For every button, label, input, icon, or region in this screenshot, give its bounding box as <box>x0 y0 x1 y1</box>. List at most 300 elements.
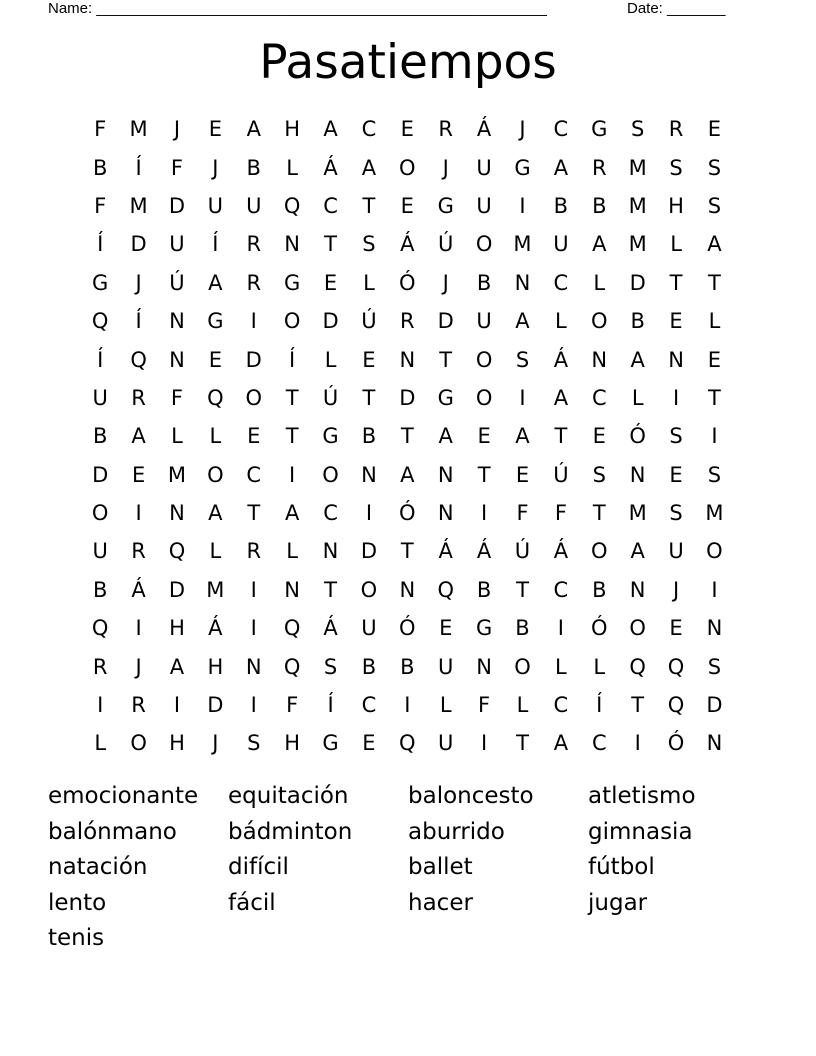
word-list <box>48 779 768 957</box>
grid-letter: T <box>362 385 376 410</box>
grid-letter: Q <box>130 347 147 372</box>
grid-letter: Ú <box>361 309 377 334</box>
grid-row <box>81 686 735 724</box>
grid-letter: N <box>322 539 339 564</box>
grid-letter: C <box>361 117 377 142</box>
grid-letter: Í <box>596 693 603 718</box>
grid-letter: L <box>439 693 452 718</box>
grid-letter: Q <box>667 693 685 718</box>
grid-letter: Q <box>283 193 301 218</box>
grid-letter: I <box>135 501 142 526</box>
grid-letter: I <box>173 693 181 718</box>
grid-letter: A <box>169 654 185 679</box>
grid-letter: R <box>131 693 146 718</box>
grid-letter: Á <box>476 117 492 142</box>
grid-row <box>81 148 735 186</box>
grid-letter: Í <box>212 232 219 257</box>
grid-letter: R <box>400 309 415 334</box>
grid-letter: B <box>92 424 108 449</box>
grid-letter: B <box>361 424 377 449</box>
grid-letter: N <box>476 654 492 679</box>
grid-letter: L <box>363 270 375 295</box>
grid-letter: R <box>131 385 146 410</box>
grid-letter: E <box>707 117 722 142</box>
grid-letter: S <box>592 462 606 487</box>
word-list-item: emocionante <box>48 783 199 809</box>
grid-letter: A <box>284 501 300 526</box>
word-list-item: hacer <box>408 889 473 916</box>
grid-letter: M <box>129 117 148 142</box>
grid-letter: Í <box>97 347 104 372</box>
grid-letter: C <box>323 501 338 526</box>
grid-letter: N <box>629 577 646 602</box>
grid-letter: B <box>361 654 377 679</box>
grid-letter: Ú <box>438 232 454 257</box>
grid-letter: S <box>707 462 722 487</box>
grid-row <box>81 532 735 570</box>
header-line <box>48 0 748 20</box>
grid-letter: D <box>245 347 262 372</box>
grid-letter: C <box>246 462 262 487</box>
grid-letter: B <box>92 577 108 602</box>
grid-letter: B <box>476 577 492 602</box>
grid-letter: Q <box>168 539 186 564</box>
grid-letter: T <box>708 385 721 410</box>
grid-letter: A <box>515 424 530 449</box>
word-list-item: fácil <box>228 889 276 916</box>
grid-letter: F <box>516 501 529 526</box>
grid-letter: U <box>668 539 684 564</box>
grid-letter: E <box>515 462 530 487</box>
grid-letter: L <box>286 155 298 180</box>
grid-letter: N <box>169 501 185 526</box>
date-field: Date: _______ <box>627 0 726 17</box>
grid-row <box>81 302 735 340</box>
word-list-item: baloncesto <box>408 783 534 809</box>
grid-letter: T <box>516 577 529 602</box>
grid-letter: B <box>246 155 261 180</box>
grid-letter: D <box>360 539 378 564</box>
grid-letter: N <box>437 501 454 526</box>
grid-letter: I <box>250 616 257 641</box>
grid-letter: D <box>168 577 186 602</box>
grid-letter: E <box>323 270 338 295</box>
grid-letter: T <box>669 270 683 295</box>
grid-letter: S <box>515 347 530 372</box>
word-list-item: aburrido <box>408 818 505 845</box>
grid-letter: G <box>475 616 493 641</box>
grid-letter: Q <box>399 731 416 756</box>
grid-letter: I <box>711 424 718 449</box>
grid-letter: I <box>289 462 296 487</box>
grid-letter: A <box>208 501 223 526</box>
grid-letter: U <box>476 193 492 218</box>
grid-letter: C <box>361 693 377 718</box>
grid-letter: D <box>437 309 454 334</box>
grid-letter: A <box>630 539 645 564</box>
grid-letter: T <box>400 424 414 449</box>
grid-letter: S <box>630 117 645 142</box>
grid-letter: I <box>519 385 526 410</box>
grid-letter: E <box>669 616 683 641</box>
grid-letter: F <box>94 193 107 218</box>
grid-letter: D <box>629 270 646 295</box>
grid-letter: E <box>362 347 376 372</box>
grid-letter: F <box>478 693 491 718</box>
grid-letter: Q <box>629 654 646 679</box>
grid-letter: E <box>208 347 222 372</box>
grid-letter: L <box>555 654 567 679</box>
grid-letter: E <box>669 309 683 334</box>
grid-letter: J <box>135 654 142 679</box>
grid-letter: F <box>286 693 299 718</box>
grid-letter: N <box>591 347 608 372</box>
grid-letter: A <box>400 462 415 487</box>
grid-letter: N <box>169 347 185 372</box>
grid-letter: U <box>92 385 108 410</box>
grid-letter: B <box>400 654 415 679</box>
grid-letter: E <box>707 347 722 372</box>
grid-letter: O <box>514 654 531 679</box>
grid-letter: S <box>362 232 376 257</box>
grid-letter: J <box>173 117 181 142</box>
grid-letter: N <box>399 577 416 602</box>
grid-letter: A <box>630 347 645 372</box>
grid-letter: Á <box>131 577 146 602</box>
word-list-item: fútbol <box>588 854 655 880</box>
grid-letter: N <box>399 347 416 372</box>
grid-letter: D <box>207 693 224 718</box>
grid-row <box>81 264 735 302</box>
grid-letter: A <box>553 155 569 180</box>
grid-row <box>81 379 735 417</box>
grid-letter: A <box>592 232 607 257</box>
grid-letter: I <box>135 616 142 641</box>
grid-letter: Á <box>553 539 569 564</box>
grid-letter: G <box>322 731 339 756</box>
grid-letter: E <box>362 731 376 756</box>
grid-letter: Á <box>323 616 338 641</box>
grid-letter: E <box>477 424 491 449</box>
grid-letter: C <box>553 693 569 718</box>
grid-row <box>81 187 735 225</box>
grid-letter: S <box>707 155 722 180</box>
word-list-item: lento <box>48 889 107 916</box>
grid-letter: L <box>171 424 183 449</box>
grid-letter: L <box>631 385 644 410</box>
word-list-item: balónmano <box>48 818 177 845</box>
grid-letter: G <box>437 385 454 410</box>
grid-letter: I <box>672 385 680 410</box>
grid-letter: U <box>169 232 185 257</box>
grid-letter: Ó <box>667 731 685 756</box>
grid-letter: Á <box>553 347 569 372</box>
grid-letter: E <box>247 424 261 449</box>
grid-letter: S <box>323 654 338 679</box>
grid-letter: F <box>94 117 107 142</box>
grid-letter: Í <box>327 693 334 718</box>
grid-letter: T <box>285 385 299 410</box>
grid-letter: I <box>250 577 257 602</box>
grid-letter: T <box>439 347 453 372</box>
word-list-item: natación <box>48 854 148 880</box>
grid-letter: Ó <box>399 616 416 641</box>
grid-letter: U <box>476 309 492 334</box>
grid-letter: T <box>285 424 299 449</box>
grid-letter: O <box>91 501 109 526</box>
grid-letter: T <box>324 577 337 602</box>
grid-letter: I <box>481 501 488 526</box>
grid-letter: Ú <box>514 539 531 564</box>
grid-letter: E <box>131 462 146 487</box>
grid-letter: J <box>442 270 449 295</box>
grid-letter: Ó <box>399 270 416 295</box>
grid-letter: H <box>169 616 185 641</box>
grid-letter: T <box>324 232 337 257</box>
grid-letter: L <box>324 347 337 372</box>
grid-letter: O <box>245 385 263 410</box>
grid-letter: G <box>437 193 454 218</box>
grid-letter: Ú <box>553 462 569 487</box>
grid-letter: B <box>553 193 569 218</box>
grid-letter: Q <box>91 616 109 641</box>
grid-letter: I <box>97 693 104 718</box>
grid-row <box>81 340 735 378</box>
grid-letter: U <box>207 193 224 218</box>
grid-letter: I <box>519 193 526 218</box>
grid-letter: E <box>439 616 453 641</box>
grid-letter: E <box>400 117 414 142</box>
grid-letter: O <box>475 232 493 257</box>
grid-letter: O <box>629 616 646 641</box>
grid-letter: F <box>170 155 184 180</box>
word-list-item: gimnasia <box>588 818 693 845</box>
grid-letter: T <box>247 501 261 526</box>
grid-letter: U <box>553 232 569 257</box>
word-list-item: ballet <box>408 854 473 880</box>
grid-letter: D <box>322 309 339 334</box>
grid-letter: N <box>284 577 300 602</box>
grid-letter: A <box>131 424 146 449</box>
grid-letter: G <box>514 155 531 180</box>
grid-letter: Á <box>323 155 338 180</box>
grid-letter: N <box>245 654 262 679</box>
grid-letter: I <box>250 309 257 334</box>
grid-letter: R <box>668 117 684 142</box>
grid-row <box>81 609 735 647</box>
grid-letter: S <box>707 654 722 679</box>
grid-row <box>81 647 735 685</box>
grid-letter: Q <box>283 654 301 679</box>
grid-letter: B <box>476 270 492 295</box>
word-list-item: atletismo <box>588 783 696 809</box>
grid-letter: L <box>593 654 606 679</box>
grid-letter: M <box>129 193 148 218</box>
grid-letter: H <box>284 731 301 756</box>
grid-letter: R <box>246 539 262 564</box>
grid-letter: A <box>438 424 453 449</box>
grid-letter: B <box>630 309 645 334</box>
grid-letter: S <box>669 501 683 526</box>
grid-letter: L <box>209 424 222 449</box>
grid-letter: B <box>92 155 108 180</box>
grid-letter: Á <box>400 232 415 257</box>
grid-letter: S <box>247 731 261 756</box>
grid-letter: I <box>481 731 488 756</box>
grid-letter: F <box>554 501 567 526</box>
grid-letter: N <box>668 347 684 372</box>
grid-letter: O <box>322 462 339 487</box>
grid-letter: O <box>399 155 416 180</box>
grid-letter: S <box>669 155 683 180</box>
grid-letter: Í <box>135 309 142 334</box>
grid-letter: N <box>361 462 377 487</box>
grid-letter: L <box>209 539 222 564</box>
grid-letter: Í <box>289 347 296 372</box>
word-list-item: equitación <box>228 783 349 809</box>
grid-letter: N <box>706 616 723 641</box>
grid-letter: Í <box>135 155 142 180</box>
grid-letter: G <box>207 309 224 334</box>
grid-letter: D <box>130 232 147 257</box>
grid-letter: O <box>591 539 608 564</box>
grid-letter: I <box>711 577 718 602</box>
grid-letter: N <box>514 270 531 295</box>
grid-letter: Ó <box>399 501 416 526</box>
grid-letter: E <box>208 117 222 142</box>
grid-letter: M <box>628 155 647 180</box>
grid-letter: C <box>591 385 607 410</box>
grid-letter: U <box>246 193 262 218</box>
grid-letter: H <box>284 117 301 142</box>
grid-letter: U <box>438 654 454 679</box>
page-title: Pasatiempos <box>259 35 557 90</box>
grid-letter: C <box>553 117 569 142</box>
grid-letter: Ú <box>169 270 185 295</box>
name-field: Name: ______________________________________________________ <box>48 0 547 17</box>
grid-letter: M <box>705 501 724 526</box>
grid-letter: T <box>400 539 414 564</box>
grid-letter: J <box>442 155 449 180</box>
grid-letter: R <box>246 270 262 295</box>
grid-letter: L <box>516 693 529 718</box>
grid-letter: I <box>404 693 411 718</box>
grid-letter: L <box>555 309 567 334</box>
grid-row <box>81 571 735 609</box>
grid-letter: T <box>592 501 606 526</box>
grid-letter: D <box>92 462 109 487</box>
grid-letter: L <box>593 270 606 295</box>
grid-letter: B <box>515 616 530 641</box>
grid-row <box>81 225 735 263</box>
grid-letter: J <box>135 270 142 295</box>
grid-letter: L <box>670 232 682 257</box>
grid-letter: J <box>212 731 219 756</box>
grid-row <box>81 494 735 532</box>
grid-letter: A <box>323 117 338 142</box>
grid-letter: C <box>591 731 607 756</box>
grid-letter: T <box>362 193 376 218</box>
word-list-item: bádminton <box>228 818 353 845</box>
grid-letter: I <box>250 693 257 718</box>
grid-letter: Ú <box>322 385 339 410</box>
word-list-item: jugar <box>588 889 648 916</box>
grid-letter: R <box>591 155 607 180</box>
grid-letter: O <box>591 309 608 334</box>
grid-letter: J <box>212 155 219 180</box>
grid-letter: N <box>284 232 300 257</box>
grid-letter: R <box>131 539 146 564</box>
grid-letter: R <box>92 654 108 679</box>
grid-letter: S <box>669 424 683 449</box>
grid-letter: G <box>284 270 301 295</box>
letter-grid <box>81 110 735 763</box>
grid-letter: Q <box>437 577 454 602</box>
grid-letter: O <box>130 731 147 756</box>
grid-letter: M <box>513 232 532 257</box>
grid-letter: N <box>706 731 723 756</box>
grid-letter: M <box>206 577 225 602</box>
grid-letter: G <box>92 270 109 295</box>
grid-letter: Í <box>97 232 104 257</box>
grid-letter: T <box>708 270 721 295</box>
grid-letter: D <box>168 193 186 218</box>
grid-letter: D <box>706 693 723 718</box>
grid-letter: M <box>628 232 647 257</box>
grid-letter: T <box>631 693 645 718</box>
grid-letter: Á <box>476 539 492 564</box>
grid-letter: B <box>592 577 607 602</box>
grid-letter: F <box>170 385 184 410</box>
grid-letter: M <box>167 462 187 487</box>
grid-letter: L <box>286 539 298 564</box>
grid-letter: N <box>437 462 454 487</box>
grid-letter: A <box>553 731 569 756</box>
grid-letter: H <box>207 654 224 679</box>
grid-letter: J <box>519 117 526 142</box>
grid-letter: Q <box>667 654 685 679</box>
grid-letter: C <box>553 270 569 295</box>
grid-letter: G <box>591 117 608 142</box>
grid-letter: E <box>669 462 683 487</box>
grid-letter: Q <box>283 616 301 641</box>
grid-letter: E <box>592 424 606 449</box>
grid-letter: L <box>94 731 107 756</box>
grid-letter: M <box>628 501 647 526</box>
grid-letter: S <box>707 193 722 218</box>
grid-letter: N <box>629 462 646 487</box>
grid-row <box>81 456 735 494</box>
grid-letter: Q <box>91 309 109 334</box>
grid-letter: H <box>169 731 185 756</box>
grid-letter: E <box>400 193 414 218</box>
grid-letter: U <box>438 731 454 756</box>
grid-letter: A <box>361 155 377 180</box>
grid-letter: O <box>207 462 224 487</box>
grid-letter: C <box>323 193 338 218</box>
grid-letter: L <box>708 309 721 334</box>
grid-letter: H <box>668 193 684 218</box>
grid-letter: D <box>399 385 416 410</box>
grid-letter: U <box>361 616 377 641</box>
grid-letter: I <box>634 731 641 756</box>
grid-letter: O <box>283 309 301 334</box>
word-list-item: difícil <box>228 854 289 880</box>
grid-letter: A <box>553 385 569 410</box>
grid-letter: A <box>246 117 261 142</box>
grid-letter: A <box>707 232 722 257</box>
grid-row <box>81 724 735 762</box>
